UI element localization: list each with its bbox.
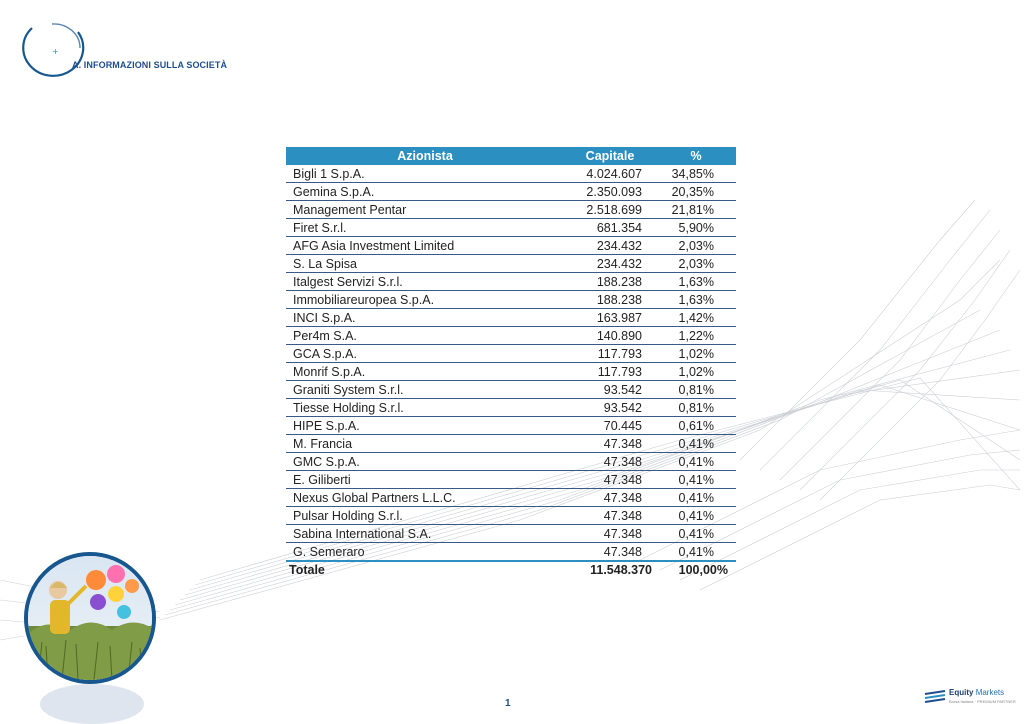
footer-brand (949, 688, 1004, 697)
table-row (286, 543, 736, 562)
table-row (286, 381, 736, 399)
shareholder-cell: Per4m S.A. (286, 327, 564, 345)
capital-cell: 47.348 (564, 507, 656, 525)
table-row (286, 435, 736, 453)
shareholder-cell: AFG Asia Investment Limited (286, 237, 564, 255)
column-header-percent: % (656, 147, 736, 165)
table-row (286, 165, 736, 183)
page-title: A. INFORMAZIONI SULLA SOCIETÀ (72, 60, 228, 70)
table-row (286, 255, 736, 273)
percent-cell: 0,41% (656, 507, 736, 525)
percent-cell: 0,41% (656, 435, 736, 453)
capital-cell: 70.445 (564, 417, 656, 435)
capital-cell: 234.432 (564, 255, 656, 273)
capital-cell: 4.024.607 (564, 165, 656, 183)
table-row (286, 345, 736, 363)
percent-cell: 1,02% (656, 363, 736, 381)
capital-cell: 117.793 (564, 363, 656, 381)
table-row (286, 327, 736, 345)
svg-text:+: + (52, 47, 59, 56)
capital-cell: 163.987 (564, 309, 656, 327)
capital-cell: 681.354 (564, 219, 656, 237)
shareholder-cell: Pulsar Holding S.r.l. (286, 507, 564, 525)
table-row (286, 363, 736, 381)
shareholder-cell: Firet S.r.l. (286, 219, 564, 237)
percent-cell: 21,81% (656, 201, 736, 219)
capital-cell: 47.348 (564, 525, 656, 543)
percent-cell: 20,35% (656, 183, 736, 201)
capital-cell: 93.542 (564, 381, 656, 399)
column-header-capital: Capitale (564, 147, 656, 165)
brand-bold: Equity (949, 688, 974, 697)
percent-cell: 1,63% (656, 291, 736, 309)
percent-cell: 0,61% (656, 417, 736, 435)
capital-cell: 140.890 (564, 327, 656, 345)
percent-cell: 0,41% (656, 453, 736, 471)
percent-cell: 2,03% (656, 237, 736, 255)
capital-cell: 47.348 (564, 471, 656, 489)
table-row (286, 417, 736, 435)
table-row (286, 291, 736, 309)
capital-cell: 117.793 (564, 345, 656, 363)
percent-cell: 0,41% (656, 525, 736, 543)
capital-cell: 47.348 (564, 489, 656, 507)
percent-cell: 1,02% (656, 345, 736, 363)
shareholder-cell: Italgest Servizi S.r.l. (286, 273, 564, 291)
table-row (286, 507, 736, 525)
shareholder-cell: Gemina S.p.A. (286, 183, 564, 201)
page-number: 1 (505, 698, 511, 709)
table-row (286, 201, 736, 219)
shareholder-cell: Monrif S.p.A. (286, 363, 564, 381)
percent-cell: 1,22% (656, 327, 736, 345)
table-row (286, 309, 736, 327)
capital-cell: 234.432 (564, 237, 656, 255)
capital-cell: 2.518.699 (564, 201, 656, 219)
capital-cell: 47.348 (564, 543, 656, 562)
percent-cell: 2,03% (656, 255, 736, 273)
shareholder-cell: Sabina International S.A. (286, 525, 564, 543)
table-body (286, 165, 736, 577)
shareholder-cell: M. Francia (286, 435, 564, 453)
shareholder-cell: HIPE S.p.A. (286, 417, 564, 435)
shareholder-cell: G. Semeraro (286, 543, 564, 562)
shareholder-cell: Graniti System S.r.l. (286, 381, 564, 399)
percent-cell: 5,90% (656, 219, 736, 237)
table-row (286, 489, 736, 507)
percent-cell: 1,63% (656, 273, 736, 291)
column-header-shareholder: Azionista (286, 147, 564, 165)
child-balloons-photo (24, 552, 156, 684)
percent-cell: 0,41% (656, 471, 736, 489)
brand-light: Markets (975, 688, 1005, 697)
table-row (286, 399, 736, 417)
footer-brand-sub: Borsa Italiana · PREMIUM PARTNER (949, 699, 1016, 704)
photo-reflection (40, 684, 144, 724)
table-row (286, 219, 736, 237)
table-row (286, 237, 736, 255)
table-row (286, 471, 736, 489)
percent-cell: 0,41% (656, 489, 736, 507)
table-row (286, 453, 736, 471)
capital-cell: 188.238 (564, 273, 656, 291)
percent-cell: 34,85% (656, 165, 736, 183)
shareholder-cell: Bigli 1 S.p.A. (286, 165, 564, 183)
capital-cell: 47.348 (564, 435, 656, 453)
table-row (286, 525, 736, 543)
total-label: Totale (286, 561, 564, 577)
equity-markets-logo (924, 688, 1016, 708)
percent-cell: 0,81% (656, 381, 736, 399)
capital-cell: 93.542 (564, 399, 656, 417)
shareholder-cell: Nexus Global Partners L.L.C. (286, 489, 564, 507)
shareholder-cell: GCA S.p.A. (286, 345, 564, 363)
shareholder-cell: GMC S.p.A. (286, 453, 564, 471)
total-capital: 11.548.370 (564, 561, 656, 577)
shareholder-cell: S. La Spisa (286, 255, 564, 273)
capital-cell: 47.348 (564, 453, 656, 471)
capital-cell: 2.350.093 (564, 183, 656, 201)
equity-markets-mark-icon (924, 690, 946, 704)
table-row (286, 183, 736, 201)
shareholder-cell: E. Giliberti (286, 471, 564, 489)
total-percent: 100,00% (656, 561, 736, 577)
percent-cell: 0,41% (656, 543, 736, 562)
shareholder-cell: Immobiliareuropea S.p.A. (286, 291, 564, 309)
percent-cell: 0,81% (656, 399, 736, 417)
shareholder-cell: Management Pentar (286, 201, 564, 219)
shareholders-table (286, 147, 736, 577)
shareholder-cell: INCI S.p.A. (286, 309, 564, 327)
capital-cell: 188.238 (564, 291, 656, 309)
percent-cell: 1,42% (656, 309, 736, 327)
table-header-row (286, 147, 736, 165)
shareholder-cell: Tiesse Holding S.r.l. (286, 399, 564, 417)
total-row (286, 561, 736, 577)
arc-logo-icon (22, 18, 92, 80)
table-row (286, 273, 736, 291)
